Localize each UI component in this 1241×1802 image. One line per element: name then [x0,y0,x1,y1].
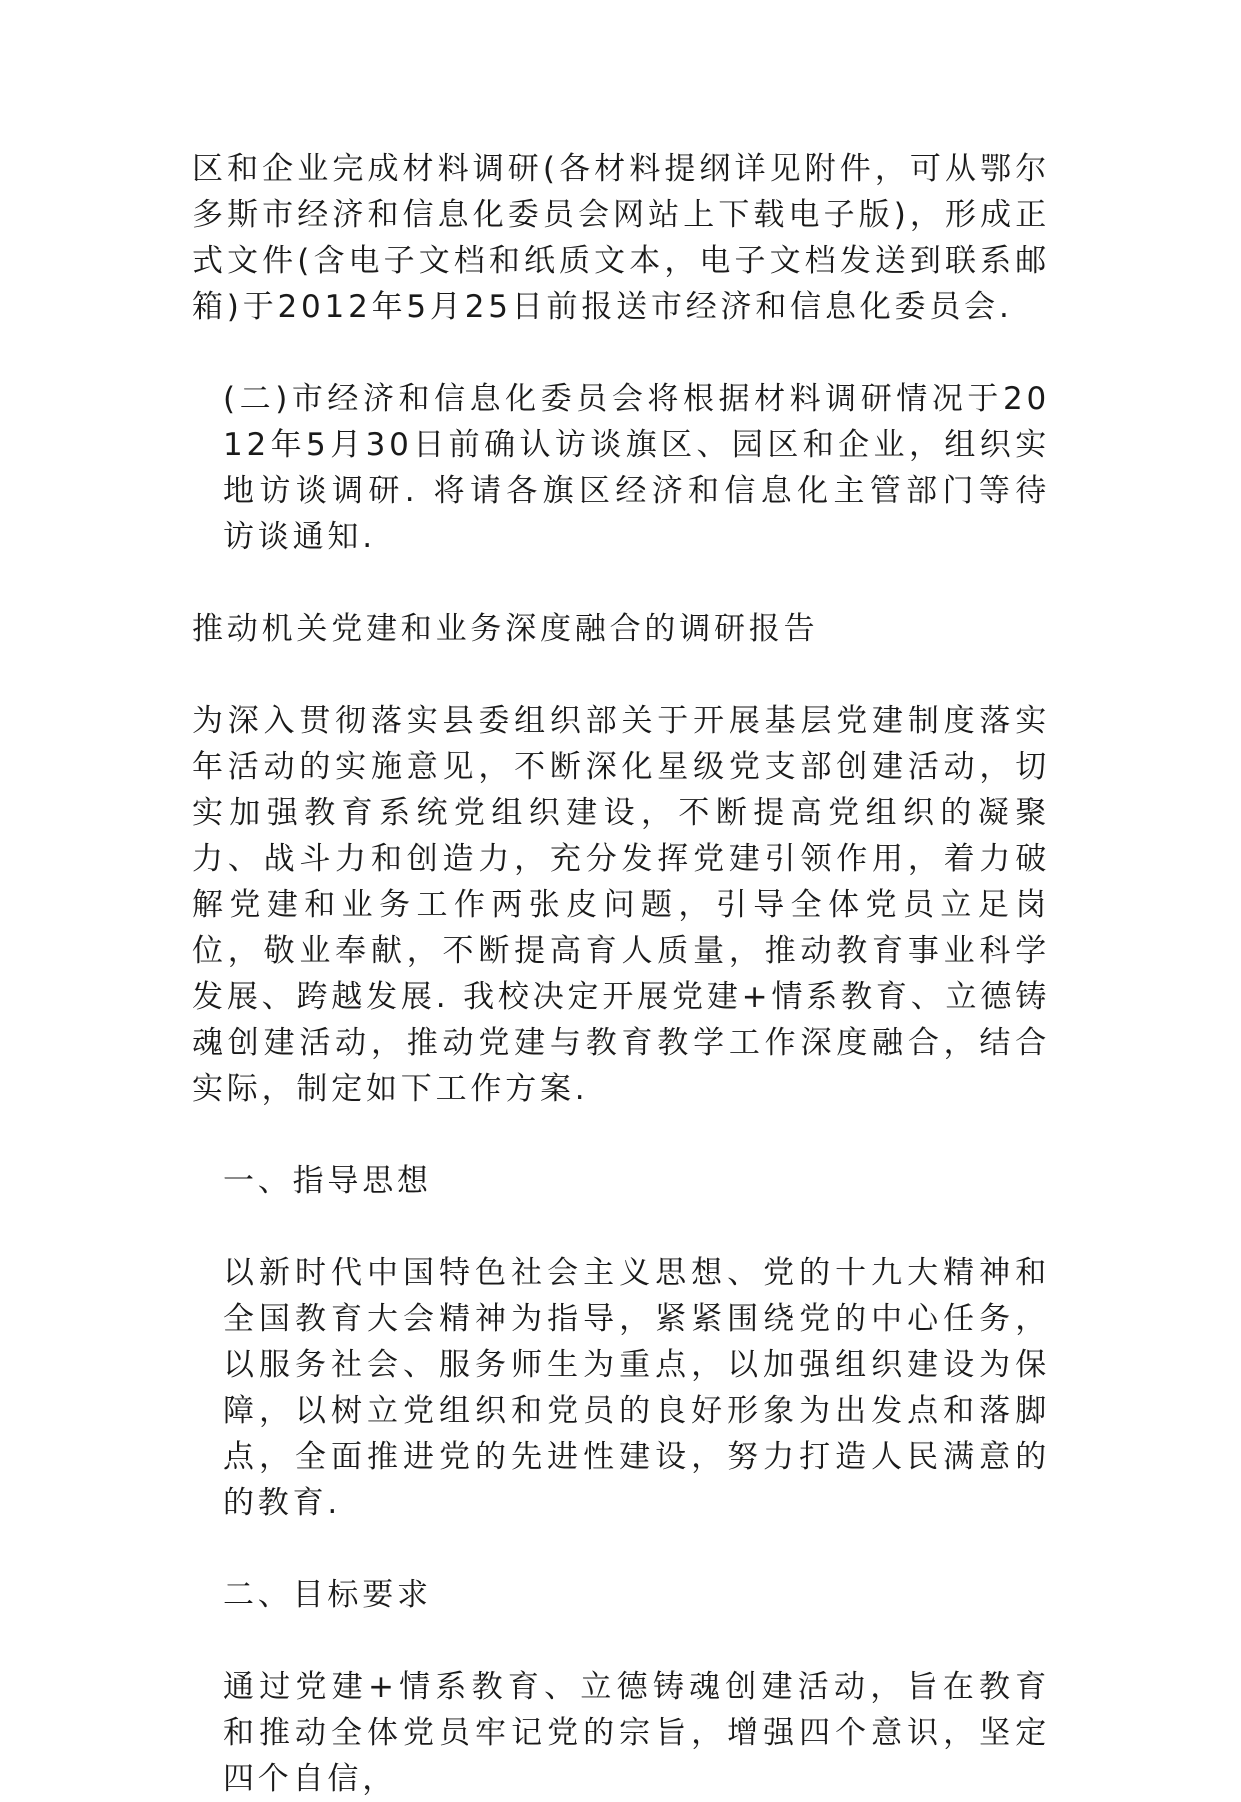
paragraph-interview-notice: (二)市经济和信息化委员会将根据材料调研情况于2012年5月30日前确认访谈旗区、园区和企业，组织实地访谈调研. 将请各旗区经济和信息化主管部门等待访谈通知. [223,381,1050,555]
paragraph-goals: 通过党建+情系教育、立德铸魂创建活动，旨在教育和推动全体党员牢记党的宗旨，增强四个意识，坚定四个自信， [223,1669,1050,1797]
paragraph-spacer [192,652,1050,698]
section-heading-guiding-ideology: 一、指导思想 [223,1163,432,1199]
paragraph-spacer [192,1526,1050,1572]
document-page [192,146,1050,1802]
paragraph-material-research: 区和企业完成材料调研(各材料提纲详见附件，可从鄂尔多斯市经济和信息化委员会网站上下载电子版)，形成正式文件(含电子文档和纸质文本，电子文档发送到联系邮箱)于2012年5月25日前报送市经济和信息化委员会. [192,151,1050,325]
section-heading-goals: 二、目标要求 [223,1577,432,1613]
paragraph-guiding-ideology: 以新时代中国特色社会主义思想、党的十九大精神和全国教育大会精神为指导，紧紧围绕党的中心任务，以服务社会、服务师生为重点，以加强组织建设为保障，以树立党组织和党员的良好形象为出发点和落脚点，全面推进党的先进性建设，努力打造人民满意的的教育. [223,1255,1050,1521]
paragraph-spacer [192,330,1050,376]
paragraph-spacer [192,1204,1050,1250]
paragraph-spacer [192,1112,1050,1158]
paragraph-spacer [192,1618,1050,1664]
paragraph-spacer [192,560,1050,606]
paragraph-introduction: 为深入贯彻落实县委组织部关于开展基层党建制度落实年活动的实施意见，不断深化星级党支部创建活动，切实加强教育系统党组织建设，不断提高党组织的凝聚力、战斗力和创造力，充分发挥党建引领作用，着力破解党建和业务工作两张皮问题，引导全体党员立足岗位，敬业奉献，不断提高育人质量，推动教育事业科学发展、跨越发展. 我校决定开展党建+情系教育、立德铸魂创建活动，推动党建与教育教学工作深度融合，结合实际，制定如下工作方案. [192,703,1050,1107]
report-title: 推动机关党建和业务深度融合的调研报告 [192,611,819,647]
